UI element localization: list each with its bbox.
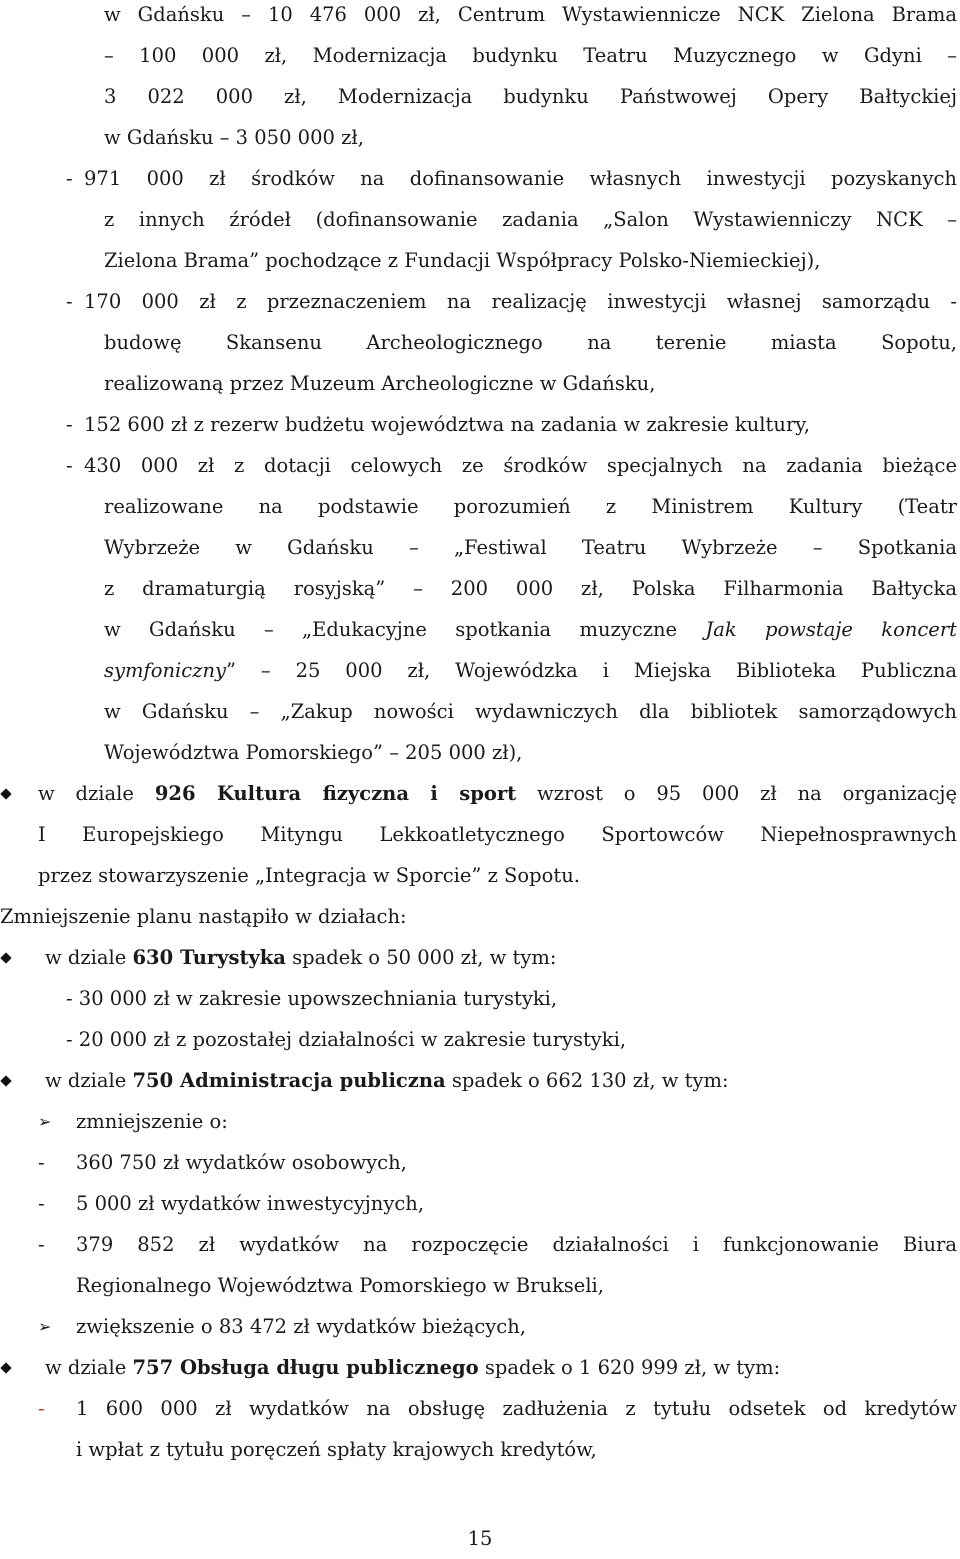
text-line: [38, 773, 957, 814]
text-line: w Gdańsku – „Zakup nowości wydawniczych dla bibliotek samorządowych: [104, 700, 957, 723]
text-line: zmniejszenie o:: [76, 1110, 228, 1133]
arrow-bullet-icon: ➢: [38, 1317, 52, 1336]
text-line: [104, 609, 957, 650]
text-line: 3 022 000 zł, Modernizacja budynku Państwowej Opery Bałtyckiej: [104, 85, 957, 108]
text-line: zwiększenie o 83 472 zł wydatków bieżących,: [76, 1315, 526, 1338]
dash-marker: -: [66, 413, 73, 436]
text-line: [45, 1060, 957, 1101]
text-line: - 20 000 zł z pozostałej działalności w zakresie turystyki,: [66, 1028, 627, 1051]
section-title: 750 Administracja publiczna: [132, 1069, 446, 1092]
text-line: z innych źródeł (dofinansowanie zadania „Salon Wystawienniczy NCK –: [104, 208, 957, 231]
text-line: – 100 000 zł, Modernizacja budynku Teatru Muzycznego w Gdyni –: [104, 44, 957, 67]
diamond-bullet-icon: [0, 773, 12, 814]
text-line: 170 000 zł z przeznaczeniem na realizację inwestycji własnej samorządu -: [84, 290, 957, 313]
section-title: 757 Obsługa długu publicznego: [132, 1356, 479, 1379]
dash-marker: -: [38, 1233, 45, 1256]
text-line: 971 000 zł środków na dofinansowanie własnych inwestycji pozyskanych: [84, 167, 957, 190]
text-fragment: spadek o 1 620 999 zł, w tym:: [478, 1356, 781, 1379]
text-line: Wybrzeże w Gdańsku – „Festiwal Teatru Wybrzeże – Spotkania: [104, 536, 957, 559]
dash-marker: -: [38, 1151, 45, 1174]
section-heading: Zmniejszenie planu nastąpiło w działach:: [0, 905, 407, 928]
text-line: przez stowarzyszenie „Integracja w Sporcie” z Sopotu.: [38, 864, 580, 887]
text-line: I Europejskiego Mityngu Lekkoatletycznego Sportowców Niepełnosprawnych: [38, 823, 957, 846]
text-line: z dramaturgią rosyjską” – 200 000 zł, Polska Filharmonia Bałtycka: [104, 577, 957, 600]
text-line: 152 600 zł z rezerw budżetu województwa na zadania w zakresie kultury,: [84, 413, 810, 436]
text-fragment: w dziale: [45, 1356, 133, 1379]
text-fragment: wzrost o 95 000 zł na organizację: [516, 782, 957, 805]
italic-title: Jak powstaje koncert: [705, 618, 957, 641]
text-fragment: ” – 25 000 zł, Wojewódzka i Miejska Biblioteka Publiczna: [226, 659, 957, 682]
text-line: 430 000 zł z dotacji celowych ze środków specjalnych na zadania bieżące: [84, 454, 957, 477]
text-line: - 30 000 zł w zakresie upowszechniania turystyki,: [66, 987, 558, 1010]
text-line: 360 750 zł wydatków osobowych,: [76, 1151, 407, 1174]
text-line: realizowaną przez Muzeum Archeologiczne w Gdańsku,: [104, 372, 656, 395]
text-fragment: w dziale: [45, 946, 133, 969]
text-fragment: spadek o 662 130 zł, w tym:: [445, 1069, 729, 1092]
page-number: 15: [467, 1527, 493, 1550]
text-line: 1 600 000 zł wydatków na obsługę zadłużenia z tytułu odsetek od kredytów: [76, 1397, 957, 1420]
text-fragment: w dziale: [38, 782, 155, 805]
text-fragment: spadek o 50 000 zł, w tym:: [285, 946, 557, 969]
dash-marker: -: [38, 1397, 45, 1420]
arrow-bullet-icon: ➢: [38, 1112, 52, 1131]
dash-marker: -: [66, 167, 73, 190]
text-line: 379 852 zł wydatków na rozpoczęcie działalności i funkcjonowanie Biura: [76, 1233, 957, 1256]
text-line: [45, 937, 957, 978]
text-line: [104, 650, 957, 691]
section-title: 630 Turystyka: [132, 946, 286, 969]
text-line: Województwa Pomorskiego” – 205 000 zł),: [104, 741, 523, 764]
section-title: 926 Kultura fizyczna i sport: [154, 782, 517, 805]
text-fragment: w dziale: [45, 1069, 133, 1092]
diamond-bullet-icon: [0, 937, 12, 978]
italic-title: symfoniczny: [104, 659, 227, 682]
text-line: w Gdańsku – 3 050 000 zł,: [104, 126, 364, 149]
dash-marker: -: [38, 1192, 45, 1215]
text-line: budowę Skansenu Archeologicznego na terenie miasta Sopotu,: [104, 331, 957, 354]
text-line: 5 000 zł wydatków inwestycyjnych,: [76, 1192, 425, 1215]
text-line: Zielona Brama” pochodzące z Fundacji Współpracy Polsko-Niemieckiej),: [104, 249, 821, 272]
text-line: realizowane na podstawie porozumień z Ministrem Kultury (Teatr: [104, 495, 957, 518]
text-line: w Gdańsku – 10 476 000 zł, Centrum Wystawiennicze NCK Zielona Brama: [104, 3, 957, 26]
text-line: i wpłat z tytułu poręczeń spłaty krajowych kredytów,: [76, 1438, 597, 1461]
dash-marker: -: [66, 454, 73, 477]
diamond-bullet-icon: [0, 1060, 12, 1101]
text-line: [45, 1347, 957, 1388]
diamond-bullet-icon: [0, 1347, 12, 1388]
text-fragment: w Gdańsku – „Edukacyjne spotkania muzyczne: [104, 618, 706, 641]
text-line: Regionalnego Województwa Pomorskiego w Brukseli,: [76, 1274, 604, 1297]
dash-marker: -: [66, 290, 73, 313]
